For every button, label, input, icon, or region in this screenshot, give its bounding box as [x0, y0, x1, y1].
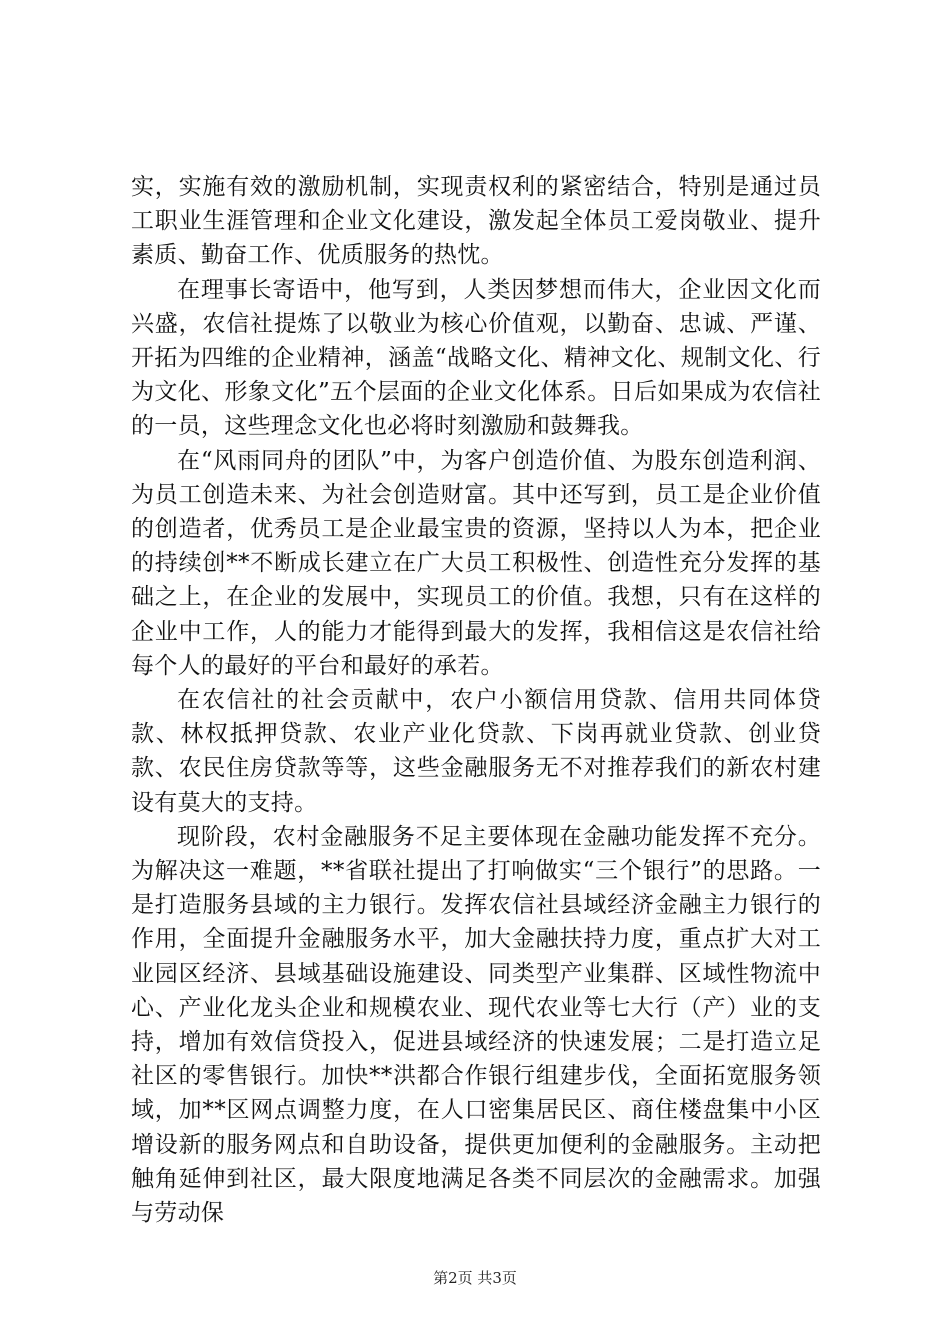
paragraph-team: 在“风雨同舟的团队”中，为客户创造价值、为股东创造利润、为员工创造未来、为社会创造财富。其中还写到，员工是企业价值的创造者，优秀员工是企业最宝贵的资源，坚持以人为本，把企业的持续创**不断成长建立在广大员工积极性、创造性充分发挥的基础之上，在企业的发展中，实现员工的价值。我想，只有在这样的企业中工作，人的能力才能得到最大的发挥，我相信这是农信社给每个人的最好的平台和最好的承若。 [131, 447, 821, 679]
page-footer: 第2页 共3页 [433, 1269, 517, 1287]
paragraph-chairman-message: 在理事长寄语中，他写到，人类因梦想而伟大，企业因文化而兴盛，农信社提炼了以敬业为核心价值观，以勤奋、忠诚、严谨、开拓为四维的企业精神，涵盖“战略文化、精神文化、规制文化、行为文化、形象文化”五个层面的企业文化体系。日后如果成为农信社的一员，这些理念文化也必将时刻激励和鼓舞我。 [131, 276, 821, 440]
paragraph-rural-finance: 现阶段，农村金融服务不足主要体现在金融功能发挥不充分。为解决这一难题，**省联社提出了打响做实“三个银行”的思路。一是打造服务县域的主力银行。发挥农信社县域经济金融主力银行的作用，全面提升金融服务水平，加大金融扶持力度，重点扩大对工业园区经济、县域基础设施建设、同类型产业集群、区域性物流中心、产业化龙头企业和规模农业、现代农业等七大行（产）业的支持，增加有效信贷投入，促进县域经济的快速发展；二是打造立足社区的零售银行。加快**洪都合作银行组建步伐，全面拓宽服务领域，加**区网点调整力度，在人口密集居民区、商住楼盘集中小区增设新的服务网点和自助设备，提供更加便利的金融服务。主动把触角延伸到社区，最大限度地满足各类不同层次的金融需求。加强与劳动保 [131, 823, 821, 1227]
paragraph-continuation: 实，实施有效的激励机制，实现责权利的紧密结合，特别是通过员工职业生涯管理和企业文化建设，激发起全体员工爱岗敬业、提升素质、勤奋工作、优质服务的热忱。 [131, 174, 821, 269]
document-body [131, 170, 821, 1230]
paragraph-social-contribution: 在农信社的社会贡献中，农户小额信用贷款、信用共同体贷款、林权抵押贷款、农业产业化贷款、下岗再就业贷款、创业贷款、农民住房贷款等等，这些金融服务无不对推荐我们的新农村建设有莫大的支持。 [131, 687, 821, 816]
